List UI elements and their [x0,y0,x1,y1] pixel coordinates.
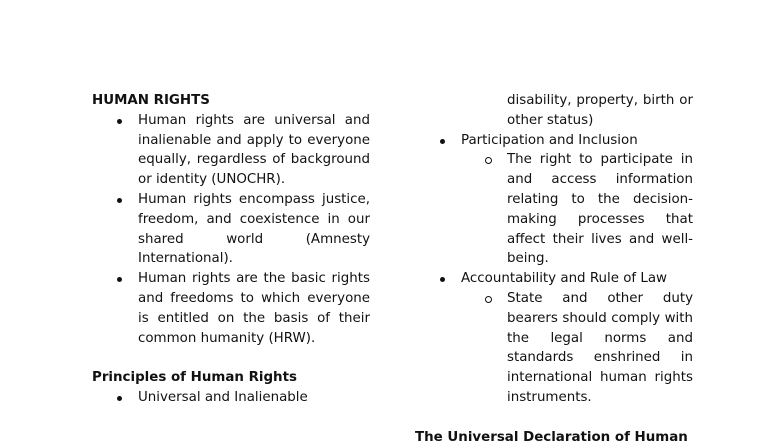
principles-list [92,388,370,408]
list-item: Accountability and Rule of Law [415,269,693,289]
sub-list [415,289,693,408]
continued-sub-item-text: disability, property, birth or other status) [507,93,693,128]
sub-list [415,150,693,269]
list-item: Human rights are universal and inalienable and apply to everyone equally, regardless of background or identity (UNOCHR). [92,111,370,190]
section-title-udhr: The Universal Declaration of Human [415,429,688,445]
principles-list-continued [415,269,693,289]
list-item: Participation and Inclusion [415,131,693,151]
list-item: Universal and Inalienable [92,388,370,408]
section-title-human-rights: HUMAN RIGHTS [92,93,210,108]
principles-list-continued [415,131,693,151]
list-item: Human rights encompass justice, freedom, and coexistence in our shared world (Amnesty International). [92,190,370,269]
paragraph-gap [415,408,693,428]
sub-list-item: State and other duty bearers should comply with the legal norms and standards enshrined in international human rights instruments. [415,289,693,408]
sub-list-item: The right to participate in and access information relating to the decision-making processes that affect their lives and well-being. [415,150,693,269]
section-title-principles: Principles of Human Rights [92,370,297,386]
left-column [92,91,370,408]
list-item: Human rights are the basic rights and freedoms to which everyone is entitled on the basis of their common humanity (HRW). [92,269,370,348]
paragraph-gap [92,348,370,368]
human-rights-definitions-list [92,111,370,349]
right-column [415,91,693,447]
